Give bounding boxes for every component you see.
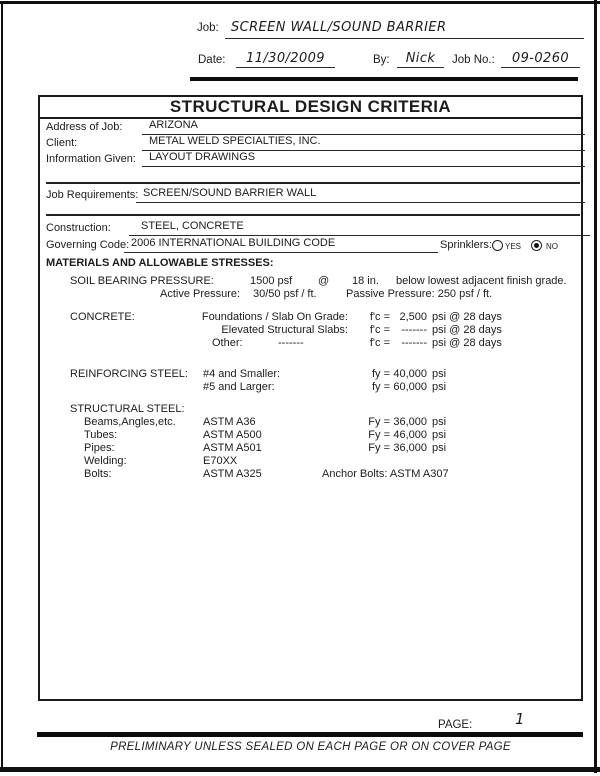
information-label: Information Given: [46, 153, 136, 165]
sprinklers-yes-radio [492, 240, 503, 251]
structural-steel-label: STRUCTURAL STEEL: [70, 403, 185, 415]
structural-spec: ASTM A325 [203, 468, 262, 480]
reinforcing-unit: psi [432, 381, 447, 393]
reinforcing-item: #4 and Smaller: [203, 368, 281, 380]
soil-bearing-label: SOIL BEARING PRESSURE: [70, 275, 214, 287]
governing-code-row [0, 237, 600, 253]
structural-row-bolts [0, 468, 600, 481]
structural-value: 36,000 [393, 416, 427, 428]
sprinklers-no-option-label: NO [546, 242, 558, 251]
concrete-item: Elevated Structural Slabs: [221, 324, 348, 336]
construction-label: Construction: [46, 222, 111, 234]
section-rule [46, 214, 580, 216]
structural-item: Beams,Angles,etc. [84, 416, 176, 428]
job-label: Job: [197, 22, 219, 34]
sprinklers-label: Sprinklers: [440, 239, 492, 251]
passive-pressure-text: Passive Pressure: 250 psf / ft. [346, 288, 493, 300]
structural-unit: psi [432, 416, 447, 428]
address-row [0, 119, 600, 135]
concrete-value: ------- [401, 324, 427, 336]
soil-bearing-value: 1500 psf [250, 275, 293, 287]
header-job-row [0, 20, 600, 39]
concrete-value: ------- [401, 337, 427, 349]
active-pressure-value: 30/50 psf / ft. [253, 288, 317, 300]
reinforcing-symbol: fy = [371, 381, 390, 393]
active-pressure-label: Active Pressure: [160, 288, 241, 300]
structural-item: Welding: [84, 455, 127, 467]
soil-bearing-row [0, 275, 600, 288]
job-requirements-label: Job Requirements: [46, 189, 139, 201]
page-label: PAGE: [438, 719, 473, 731]
soil-depth-value: 18 in. [352, 275, 379, 287]
structural-symbol: Fy = [368, 416, 390, 428]
disclaimer-text: PRELIMINARY UNLESS SEALED ON EACH PAGE OR ON COVER PAGE [110, 741, 511, 753]
governing-code-label: Governing Code: [46, 239, 130, 251]
structural-item: Bolts: [84, 468, 112, 480]
soil-note: below lowest adjacent finish grade. [396, 275, 567, 287]
concrete-item: Other: [212, 337, 243, 349]
structural-spec: ASTM A36 [203, 416, 256, 428]
concrete-unit: psi @ 28 days [432, 324, 502, 336]
scan-frame-top [0, 1, 600, 4]
concrete-unit: psi @ 28 days [432, 311, 502, 323]
reinforcing-unit: psi [432, 368, 447, 380]
footer-divider-line [37, 732, 583, 737]
concrete-label: CONCRETE: [70, 311, 135, 323]
by-label: By: [373, 54, 390, 66]
materials-heading: MATERIALS AND ALLOWABLE STRESSES: [46, 257, 274, 269]
structural-item: Pipes: [84, 442, 115, 454]
information-value-field: LAYOUT DRAWINGS [142, 151, 585, 167]
concrete-symbol: f'c = [369, 311, 390, 323]
structural-row-tubes [0, 429, 600, 442]
structural-value: 46,000 [393, 429, 427, 441]
concrete-filler-dashes: ------- [278, 337, 304, 349]
structural-spec: E70XX [203, 455, 238, 467]
reinforcing-symbol: fy = [371, 368, 390, 380]
soil-pressure-row [0, 288, 600, 301]
client-label: Client: [46, 137, 78, 149]
header-date-row [0, 50, 600, 68]
soil-at-symbol: @ [318, 275, 330, 287]
form-title: STRUCTURAL DESIGN CRITERIA [38, 95, 583, 119]
job-value-field: SCREEN WALL/SOUND BARRIER [225, 20, 584, 39]
governing-code-value-field: 2006 INTERNATIONAL BUILDING CODE [124, 237, 438, 253]
structural-value: 36,000 [393, 442, 427, 454]
concrete-row-3 [0, 337, 600, 350]
structural-row-beams [0, 416, 600, 429]
structural-row-pipes [0, 442, 600, 455]
construction-row [0, 220, 600, 236]
section-rule [46, 182, 580, 184]
structural-spec: ASTM A500 [203, 429, 262, 441]
form-border-box [38, 95, 583, 701]
sprinklers-no-radio [531, 240, 542, 251]
concrete-symbol: f'c = [369, 337, 390, 349]
concrete-value: 2,500 [399, 311, 427, 323]
reinforcing-row-2 [0, 381, 600, 394]
client-row [0, 135, 600, 151]
concrete-symbol: f'c = [369, 324, 390, 336]
information-row [0, 151, 600, 167]
concrete-item: Foundations / Slab On Grade: [201, 311, 348, 323]
header-divider-line [190, 77, 578, 81]
date-value-field: 11/30/2009 [236, 51, 335, 68]
structural-item: Tubes: [84, 429, 118, 441]
job-requirements-row [0, 187, 600, 203]
job-no-value-field: 09-0260 [501, 51, 580, 68]
structural-spec: ASTM A501 [203, 442, 262, 454]
address-value-field: ARIZONA [142, 119, 585, 135]
reinforcing-row-1 [0, 368, 600, 381]
date-label: Date: [198, 54, 226, 66]
scan-frame-bottom [0, 767, 600, 772]
by-value-field: Nick [397, 51, 444, 68]
reinforcing-value: 40,000 [393, 368, 427, 380]
structural-row-welding [0, 455, 600, 468]
reinforcing-value: 60,000 [393, 381, 427, 393]
structural-symbol: Fy = [368, 429, 390, 441]
client-value-field: METAL WELD SPECIALTIES, INC. [142, 135, 585, 151]
concrete-unit: psi @ 28 days [432, 337, 502, 349]
reinforcing-label: REINFORCING STEEL: [70, 368, 188, 380]
page-number: 1 [515, 710, 525, 728]
concrete-row-2 [0, 324, 600, 337]
concrete-row-1 [0, 311, 600, 324]
anchor-bolts-text: Anchor Bolts: ASTM A307 [322, 468, 449, 480]
address-label: Address of Job: [46, 121, 123, 133]
structural-unit: psi [432, 429, 447, 441]
reinforcing-item: #5 and Larger: [203, 381, 275, 393]
structural-symbol: Fy = [368, 442, 390, 454]
job-requirements-value-field: SCREEN/SOUND BARRIER WALL [136, 187, 585, 203]
sprinklers-yes-option-label: YES [505, 242, 522, 251]
construction-value-field: STEEL, CONCRETE [129, 220, 590, 236]
job-no-label: Job No.: [452, 54, 495, 66]
structural-unit: psi [432, 442, 447, 454]
